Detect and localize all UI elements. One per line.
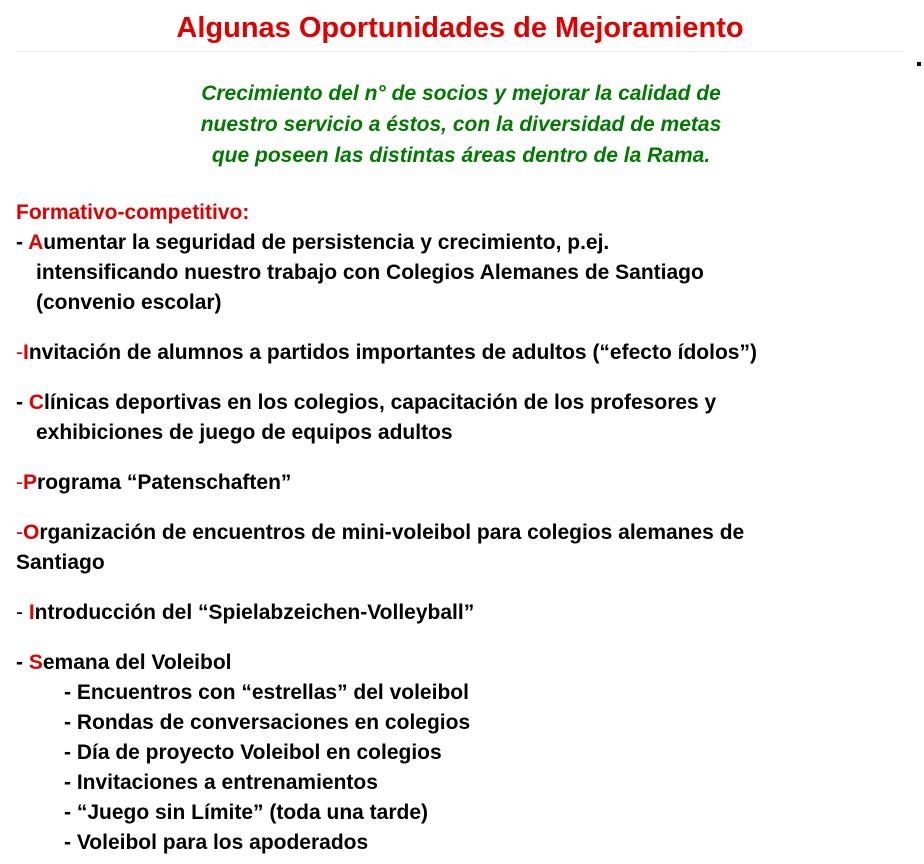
item-continuation: exhibiciones de juego de equipos adultos: [36, 421, 453, 444]
item-line: [16, 648, 757, 678]
item-initial: I: [28, 601, 35, 624]
item-continuation: Santiago: [16, 551, 105, 574]
item-prefix: -: [16, 601, 29, 624]
sub-item: - Rondas de conversaciones en colegios: [64, 711, 471, 734]
item-initial: S: [28, 651, 43, 674]
item-initial: I: [23, 341, 29, 364]
content-body: [16, 198, 757, 858]
subtitle: [0, 78, 922, 171]
sub-item: - Invitaciones a entrenamientos: [64, 771, 378, 794]
list-item: [16, 388, 757, 448]
item-text: rganización de encuentros de mini-voleibol para colegios alemanes de: [39, 521, 745, 544]
section-title: Formativo-competitivo:: [16, 201, 250, 224]
subtitle-line: que poseen las distintas áreas dentro de la Rama.: [211, 144, 711, 167]
item-initial: A: [28, 231, 44, 254]
item-prefix: -: [16, 471, 23, 494]
item-text: ntroducción del “Spielabzeichen-Volleyball”: [34, 601, 475, 624]
sub-item: - Encuentros con “estrellas” del voleibol: [64, 681, 469, 704]
item-initial: C: [28, 391, 44, 414]
item-line: [16, 338, 757, 368]
item-line: [16, 468, 757, 498]
sub-item: - “Juego sin Límite” (toda una tarde): [64, 801, 429, 824]
list-item: [16, 598, 757, 628]
item-prefix: -: [16, 231, 29, 254]
item-prefix: -: [16, 341, 23, 364]
item-text: umentar la seguridad de persistencia y crecimiento, p.ej.: [43, 231, 610, 254]
subtitle-line: nuestro servicio a éstos, con la diversidad de metas: [200, 113, 722, 136]
list-item: [16, 648, 757, 858]
page-title: Algunas Oportunidades de Mejoramiento: [176, 12, 744, 44]
list-item: [16, 468, 757, 498]
item-prefix: -: [16, 521, 23, 544]
item-prefix: -: [16, 651, 29, 674]
list-item: [16, 228, 757, 318]
subtitle-line: Crecimiento del n° de socios y mejorar la calidad de: [201, 82, 721, 105]
item-text: rograma “Patenschaften”: [37, 471, 292, 494]
list-item: [16, 518, 757, 578]
item-prefix: -: [16, 391, 29, 414]
item-text: nvitación de alumnos a partidos importantes de adultos (“efecto ídolos”): [28, 341, 757, 364]
item-initial: O: [23, 521, 40, 544]
edge-mark: [917, 62, 921, 66]
item-line: [16, 518, 757, 548]
item-continuation: intensificando nuestro trabajo con Colegios Alemanes de Santiago: [36, 261, 704, 284]
title-divider: [18, 51, 902, 52]
item-text: línicas deportivas en los colegios, capacitación de los profesores y: [44, 391, 717, 414]
list-item: [16, 338, 757, 368]
item-continuation: (convenio escolar): [36, 291, 222, 314]
sub-item: - Día de proyecto Voleibol en colegios: [64, 741, 442, 764]
item-text: emana del Voleibol: [42, 651, 232, 674]
item-initial: P: [23, 471, 38, 494]
sub-item: - Voleibol para los apoderados: [64, 831, 369, 854]
item-line: [16, 228, 757, 258]
item-line: [16, 388, 757, 418]
item-line: [16, 598, 757, 628]
